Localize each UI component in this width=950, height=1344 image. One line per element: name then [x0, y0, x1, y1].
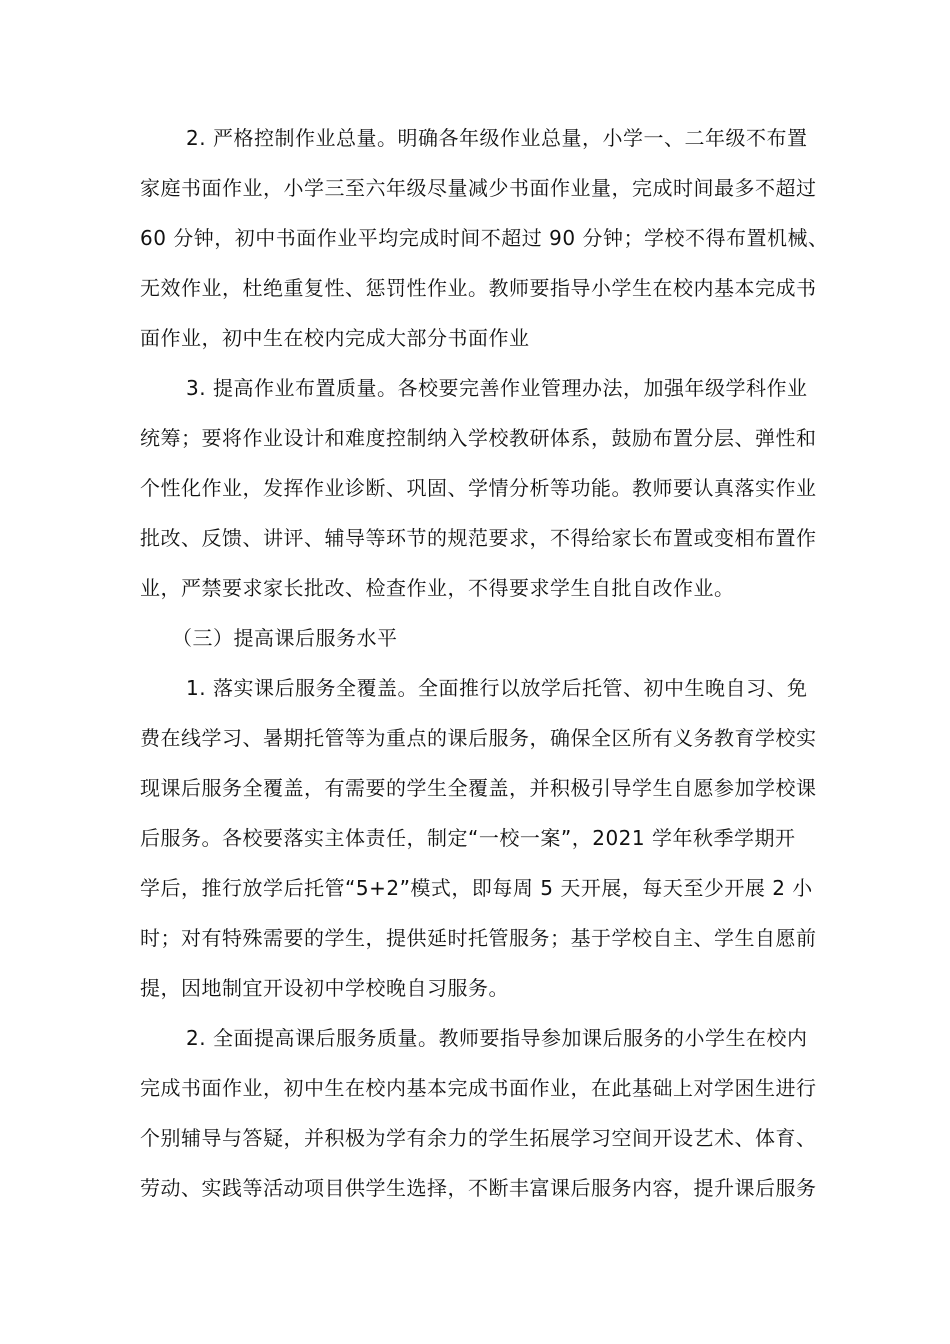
paragraph-4-line-1: 2. 全面提高课后服务质量。教师要指导参加课后服务的小学生在校内	[186, 1026, 808, 1050]
paragraph-1-line-6: 时；对有特殊需要的学生，提供延时托管服务；基于学校自主、学生自愿前	[140, 926, 817, 950]
paragraph-2-line-4: 无效作业，杜绝重复性、惩罚性作业。教师要指导小学生在校内基本完成书	[140, 276, 817, 300]
paragraph-2-line-2: 家庭书面作业，小学三至六年级尽量减少书面作业量，完成时间最多不超过	[140, 176, 817, 200]
section-heading: （三）提高课后服务水平	[172, 626, 398, 650]
paragraph-1-line-3: 现课后服务全覆盖，有需要的学生全覆盖，并积极引导学生自愿参加学校课	[140, 776, 817, 800]
paragraph-4-line-3: 个别辅导与答疑，并积极为学有余力的学生拓展学习空间开设艺术、体育、	[140, 1126, 817, 1150]
paragraph-2-line-5: 面作业，初中生在校内完成大部分书面作业	[140, 326, 530, 350]
paragraph-2-line-3: 60 分钟，初中书面作业平均完成时间不超过 90 分钟；学校不得布置机械、	[140, 226, 829, 250]
paragraph-2-line-1: 2. 严格控制作业总量。明确各年级作业总量，小学一、二年级不布置	[186, 126, 808, 150]
paragraph-1-line-7: 提，因地制宜开设初中学校晚自习服务。	[140, 976, 509, 1000]
paragraph-1-line-2: 费在线学习、暑期托管等为重点的课后服务，确保全区所有义务教育学校实	[140, 726, 817, 750]
paragraph-3-line-1: 3. 提高作业布置质量。各校要完善作业管理办法，加强年级学科作业	[186, 376, 808, 400]
paragraph-4-line-4: 劳动、实践等活动项目供学生选择，不断丰富课后服务内容，提升课后服务	[140, 1176, 817, 1200]
paragraph-3-line-4: 批改、反馈、讲评、辅导等环节的规范要求，不得给家长布置或变相布置作	[140, 526, 817, 550]
paragraph-3-line-5: 业，严禁要求家长批改、检查作业，不得要求学生自批自改作业。	[140, 576, 735, 600]
paragraph-1-line-4: 后服务。各校要落实主体责任，制定“一校一案”，2021 学年秋季学期开	[140, 826, 796, 850]
paragraph-4-line-2: 完成书面作业，初中生在校内基本完成书面作业，在此基础上对学困生进行	[140, 1076, 817, 1100]
paragraph-1-line-5: 学后，推行放学后托管“5+2”模式，即每周 5 天开展，每天至少开展 2 小	[140, 876, 813, 900]
paragraph-3-line-2: 统筹；要将作业设计和难度控制纳入学校教研体系，鼓励布置分层、弹性和	[140, 426, 817, 450]
paragraph-1-line-1: 1. 落实课后服务全覆盖。全面推行以放学后托管、初中生晚自习、免	[186, 676, 808, 700]
paragraph-3-line-3: 个性化作业，发挥作业诊断、巩固、学情分析等功能。教师要认真落实作业	[140, 476, 817, 500]
